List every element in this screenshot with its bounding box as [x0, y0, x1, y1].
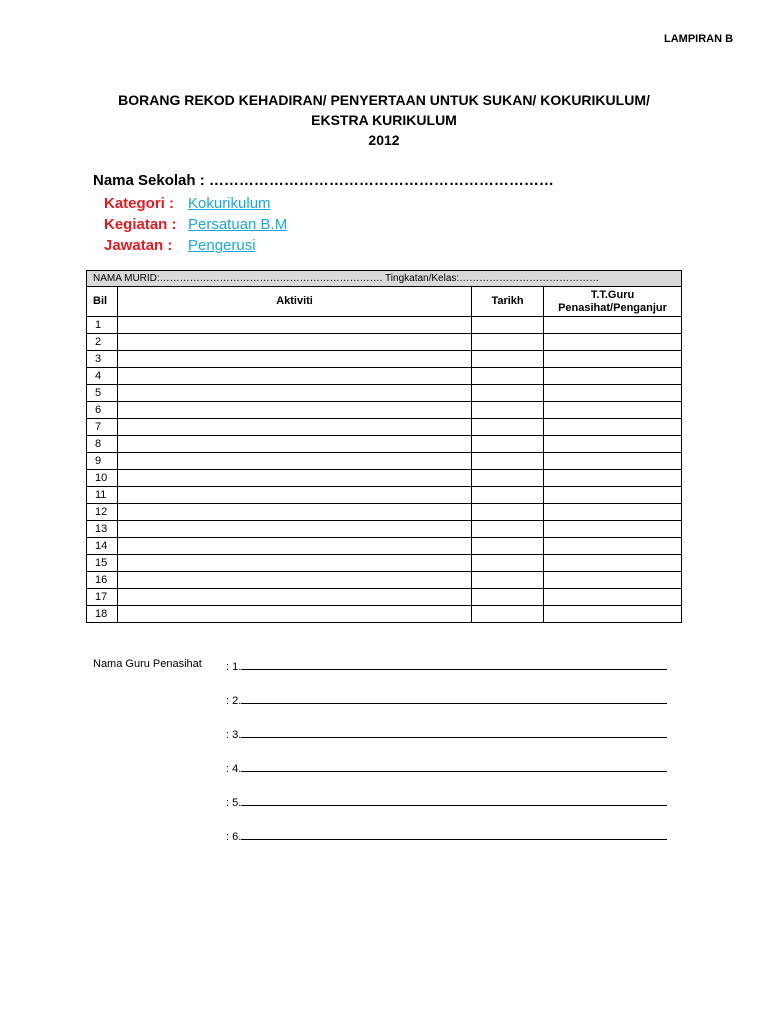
tt-guru-cell[interactable] — [544, 589, 682, 606]
tarikh-cell[interactable] — [472, 487, 544, 504]
kategori-value: Kokurikulum — [188, 195, 271, 212]
tarikh-cell[interactable] — [472, 402, 544, 419]
bil-cell: 1 — [87, 317, 118, 334]
jawatan-value: Pengerusi — [188, 237, 256, 254]
table-row — [87, 606, 682, 623]
header-bil: Bil — [87, 287, 118, 317]
table-row — [87, 470, 682, 487]
tarikh-cell[interactable] — [472, 521, 544, 538]
tarikh-cell[interactable] — [472, 453, 544, 470]
tt-guru-cell[interactable] — [544, 453, 682, 470]
nama-sekolah-dots: …………………………………………………………… — [208, 172, 554, 189]
bil-cell: 5 — [87, 385, 118, 402]
table-row — [87, 385, 682, 402]
guru-name-line[interactable] — [241, 658, 667, 670]
tarikh-cell[interactable] — [472, 538, 544, 555]
aktiviti-cell[interactable] — [117, 487, 471, 504]
guru-entry — [226, 692, 667, 707]
bil-cell: 3 — [87, 351, 118, 368]
tt-guru-cell[interactable] — [544, 606, 682, 623]
guru-penasihat-label: Nama Guru Penasihat — [93, 658, 202, 670]
nama-murid-row — [87, 271, 682, 287]
bil-cell: 4 — [87, 368, 118, 385]
aktiviti-cell[interactable] — [117, 419, 471, 436]
guru-entry-number: : 2. — [226, 695, 242, 707]
guru-entry-number: : 3. — [226, 729, 242, 741]
table-row — [87, 504, 682, 521]
guru-entry — [226, 658, 667, 673]
bil-cell: 6 — [87, 402, 118, 419]
tarikh-cell[interactable] — [472, 470, 544, 487]
table-row — [87, 334, 682, 351]
tt-guru-cell[interactable] — [544, 368, 682, 385]
tt-guru-cell[interactable] — [544, 487, 682, 504]
lampiran-label: LAMPIRAN B — [664, 33, 734, 45]
aktiviti-cell[interactable] — [117, 504, 471, 521]
info-fields — [104, 193, 287, 256]
guru-name-line[interactable] — [241, 760, 667, 772]
tarikh-cell[interactable] — [472, 436, 544, 453]
guru-entry — [226, 794, 667, 809]
guru-entry-number: : 5. — [226, 797, 242, 809]
table-row — [87, 317, 682, 334]
table-row — [87, 572, 682, 589]
aktiviti-cell[interactable] — [117, 453, 471, 470]
header-tt-guru — [544, 287, 682, 317]
table-row — [87, 419, 682, 436]
aktiviti-cell[interactable] — [117, 470, 471, 487]
bil-cell: 15 — [87, 555, 118, 572]
header-tt-line-1: T.T.Guru — [590, 288, 635, 301]
tt-guru-cell[interactable] — [544, 572, 682, 589]
title-line-2: EKSTRA KURIKULUM — [311, 112, 457, 128]
guru-entry — [226, 760, 667, 775]
table-header-row — [87, 287, 682, 317]
jawatan-label: Jawatan : — [104, 237, 173, 254]
table-row — [87, 589, 682, 606]
aktiviti-cell[interactable] — [117, 555, 471, 572]
kategori-row — [104, 193, 287, 214]
tt-guru-cell[interactable] — [544, 351, 682, 368]
header-tarikh: Tarikh — [472, 287, 544, 317]
aktiviti-cell[interactable] — [117, 317, 471, 334]
attendance-table — [86, 270, 682, 623]
guru-entry-number: : 1. — [226, 661, 242, 673]
bil-cell: 11 — [87, 487, 118, 504]
table-row — [87, 368, 682, 385]
kegiatan-label: Kegiatan : — [104, 216, 177, 233]
table-row — [87, 436, 682, 453]
guru-entry-number: : 4. — [226, 763, 242, 775]
header-tt-line-2: Penasihat/Penganjur — [558, 301, 667, 314]
bil-cell: 9 — [87, 453, 118, 470]
aktiviti-cell[interactable] — [117, 351, 471, 368]
aktiviti-cell[interactable] — [117, 385, 471, 402]
nama-sekolah-field — [93, 172, 554, 189]
tarikh-cell[interactable] — [472, 555, 544, 572]
bil-cell: 13 — [87, 521, 118, 538]
tt-guru-cell[interactable] — [544, 402, 682, 419]
tt-guru-cell[interactable] — [544, 521, 682, 538]
tt-guru-cell[interactable] — [544, 504, 682, 521]
guru-name-line[interactable] — [241, 692, 667, 704]
bil-cell: 18 — [87, 606, 118, 623]
jawatan-row — [104, 235, 287, 256]
table-row — [87, 351, 682, 368]
guru-name-line[interactable] — [241, 828, 667, 840]
title-line-3: 2012 — [368, 132, 400, 148]
table-row — [87, 538, 682, 555]
bil-cell: 17 — [87, 589, 118, 606]
guru-entry — [226, 828, 667, 843]
tt-guru-cell[interactable] — [544, 385, 682, 402]
tarikh-cell[interactable] — [472, 419, 544, 436]
aktiviti-cell[interactable] — [117, 589, 471, 606]
guru-entry-number: : 6. — [226, 831, 242, 843]
aktiviti-cell[interactable] — [117, 368, 471, 385]
bil-cell: 2 — [87, 334, 118, 351]
guru-entry — [226, 726, 667, 741]
table-row — [87, 453, 682, 470]
tt-guru-cell[interactable] — [544, 334, 682, 351]
tt-guru-cell[interactable] — [544, 555, 682, 572]
table-row — [87, 402, 682, 419]
kategori-label: Kategori : — [104, 195, 175, 212]
tarikh-cell[interactable] — [472, 606, 544, 623]
form-title — [60, 90, 708, 150]
bil-cell: 16 — [87, 572, 118, 589]
tarikh-cell[interactable] — [472, 317, 544, 334]
bil-cell: 7 — [87, 419, 118, 436]
bil-cell: 14 — [87, 538, 118, 555]
aktiviti-cell[interactable] — [117, 334, 471, 351]
tt-guru-cell[interactable] — [544, 538, 682, 555]
tarikh-cell[interactable] — [472, 572, 544, 589]
tarikh-cell[interactable] — [472, 504, 544, 521]
nama-murid-cell: NAMA MURID:…………………………………………………………. Tingkatan/Kelas:…………………………………… — [87, 271, 682, 287]
table-row — [87, 487, 682, 504]
header-aktiviti: Aktiviti — [117, 287, 471, 317]
title-line-1: BORANG REKOD KEHADIRAN/ PENYERTAAN UNTUK SUKAN/ KOKURIKULUM/ — [118, 92, 650, 108]
nama-sekolah-label: Nama Sekolah : — [93, 172, 205, 189]
table-row — [87, 521, 682, 538]
bil-cell: 12 — [87, 504, 118, 521]
tt-guru-cell[interactable] — [544, 436, 682, 453]
kegiatan-value: Persatuan B.M — [188, 216, 288, 233]
tarikh-cell[interactable] — [472, 589, 544, 606]
bil-cell: 8 — [87, 436, 118, 453]
tt-guru-cell[interactable] — [544, 317, 682, 334]
tarikh-cell[interactable] — [472, 385, 544, 402]
tarikh-cell[interactable] — [472, 334, 544, 351]
aktiviti-cell[interactable] — [117, 538, 471, 555]
tarikh-cell[interactable] — [472, 351, 544, 368]
guru-name-line[interactable] — [241, 794, 667, 806]
tarikh-cell[interactable] — [472, 368, 544, 385]
aktiviti-cell[interactable] — [117, 521, 471, 538]
aktiviti-cell[interactable] — [117, 436, 471, 453]
bil-cell: 10 — [87, 470, 118, 487]
aktiviti-cell[interactable] — [117, 606, 471, 623]
tt-guru-cell[interactable] — [544, 470, 682, 487]
table-row — [87, 555, 682, 572]
tt-guru-cell[interactable] — [544, 419, 682, 436]
aktiviti-cell[interactable] — [117, 402, 471, 419]
guru-name-line[interactable] — [241, 726, 667, 738]
aktiviti-cell[interactable] — [117, 572, 471, 589]
kegiatan-row — [104, 214, 287, 235]
